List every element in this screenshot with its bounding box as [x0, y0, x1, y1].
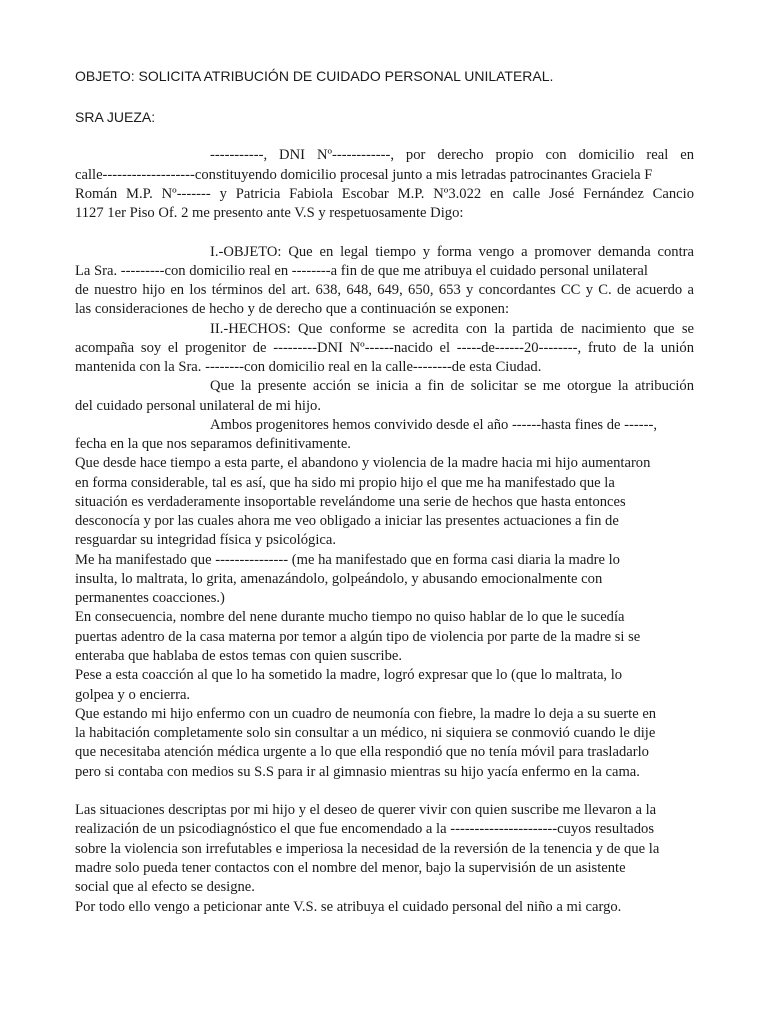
salutation: SRA JUEZA: [75, 109, 156, 125]
consecuencia-line: puertas adentro de la casa materna por temor a algún tipo de violencia por parte de la madre si se [75, 629, 641, 645]
accion-line: Que la presente acción se inicia a fin de solicitar se me otorgue la atribución [210, 378, 694, 394]
peticion-line: Por todo ello vengo a peticionar ante V.S. se atribuya el cuidado personal del niño a mi cargo. [75, 899, 622, 915]
accion-line: del cuidado personal unilateral de mi hijo. [75, 398, 321, 414]
violencia-line: Que desde hace tiempo a esta parte, el abandono y violencia de la madre hacia mi hijo aumentaron [75, 455, 651, 471]
manifestado-line: permanentes coacciones.) [75, 590, 225, 606]
intro-line: -----------, DNI Nº------------, por derecho propio con domicilio real en [210, 147, 694, 163]
intro-line: calle-------------------constituyendo domicilio procesal junto a mis letradas patrocinantes Graciela F [75, 167, 653, 183]
situaciones-line: Las situaciones descriptas por mi hijo y el deseo de querer vivir con quien suscribe me llevaron a la [75, 802, 657, 818]
intro-line: Román M.P. Nº------- y Patricia Fabiola Escobar M.P. Nº3.022 en calle José Fernández Cancio [75, 186, 694, 202]
consecuencia-line: enteraba que hablaba de estos temas con quien suscribe. [75, 648, 403, 664]
intro-line: 1127 1er Piso Of. 2 me presento ante V.S y respetuosamente Digo: [75, 205, 464, 221]
manifestado-line: insulta, lo maltrata, lo grita, amenazándolo, golpeándolo, y abusando emocionalmente con [75, 571, 603, 587]
hechos-section-line: mantenida con la Sra. --------con domicilio real en la calle--------de esta Ciudad. [75, 359, 542, 375]
objeto-section-line: I.-OBJETO: Que en legal tiempo y forma vengo a promover demanda contra [210, 244, 694, 260]
consecuencia-line: En consecuencia, nombre del nene durante mucho tiempo no quiso hablar de lo que le sucedía [75, 609, 625, 625]
convivencia-line: Ambos progenitores hemos convivido desde el año ------hasta fines de ------, [210, 417, 657, 433]
violencia-line: situación es verdaderamente insoportable revelándome una serie de hechos que hasta entonces [75, 494, 626, 510]
enfermo-line: la habitación completamente solo sin consultar a un médico, ni siquiera se conmovió cuando le dije [75, 725, 656, 741]
hechos-section-line: II.-HECHOS: Que conforme se acredita con la partida de nacimiento que se [210, 321, 694, 337]
violencia-line: desconocía y por las cuales ahora me veo obligado a iniciar las presentes actuaciones a fin de [75, 513, 619, 529]
convivencia-line: fecha en la que nos separamos definitivamente. [75, 436, 351, 452]
situaciones-line: realización de un psicodiagnóstico el que fue encomendado a la ----------------------cuyos resultados [75, 821, 655, 837]
objeto-section-line: de nuestro hijo en los términos del art. 638, 648, 649, 650, 653 y concordantes CC y C. de acuerdo a [75, 282, 694, 298]
violencia-line: resguardar su integridad física y psicológica. [75, 532, 336, 548]
enfermo-line: Que estando mi hijo enfermo con un cuadro de neumonía con fiebre, la madre lo deja a su suerte en [75, 706, 657, 722]
coaccion-line: Pese a esta coacción al que lo ha sometido la madre, logró expresar que lo (que lo maltrata, lo [75, 667, 623, 683]
hechos-section-line: acompaña soy el progenitor de ---------DNI Nº------nacido el -----de------20--------, fruto de la unión [75, 340, 694, 356]
manifestado-line: Me ha manifestado que --------------- (me ha manifestado que en forma casi diaria la madre lo [75, 552, 620, 568]
enfermo-line: pero si contaba con medios su S.S para ir al gimnasio mientras su hijo yacía enfermo en la cama. [75, 764, 640, 780]
situaciones-line: sobre la violencia son irrefutables e imperiosa la necesidad de la reversión de la tenencia y de que la [75, 841, 660, 857]
coaccion-line: golpea y o encierra. [75, 687, 191, 703]
enfermo-line: que necesitaba atención médica urgente a lo que ella respondió que no tenía móvil para trasladarlo [75, 744, 649, 760]
objeto-section-line: las consideraciones de hecho y de derecho que a continuación se exponen: [75, 301, 509, 317]
situaciones-line: madre solo pueda tener contactos con el nombre del menor, bajo la supervisión de un asistente [75, 860, 626, 876]
violencia-line: en forma considerable, tal es así, que ha sido mi propio hijo el que me ha manifestado que la [75, 475, 615, 491]
situaciones-line: social que al efecto se designe. [75, 879, 255, 895]
objeto-section-line: La Sra. ---------con domicilio real en --------a fin de que me atribuya el cuidado personal unilateral [75, 263, 648, 279]
objeto-title: OBJETO: SOLICITA ATRIBUCIÓN DE CUIDADO PERSONAL UNILATERAL. [75, 68, 554, 84]
